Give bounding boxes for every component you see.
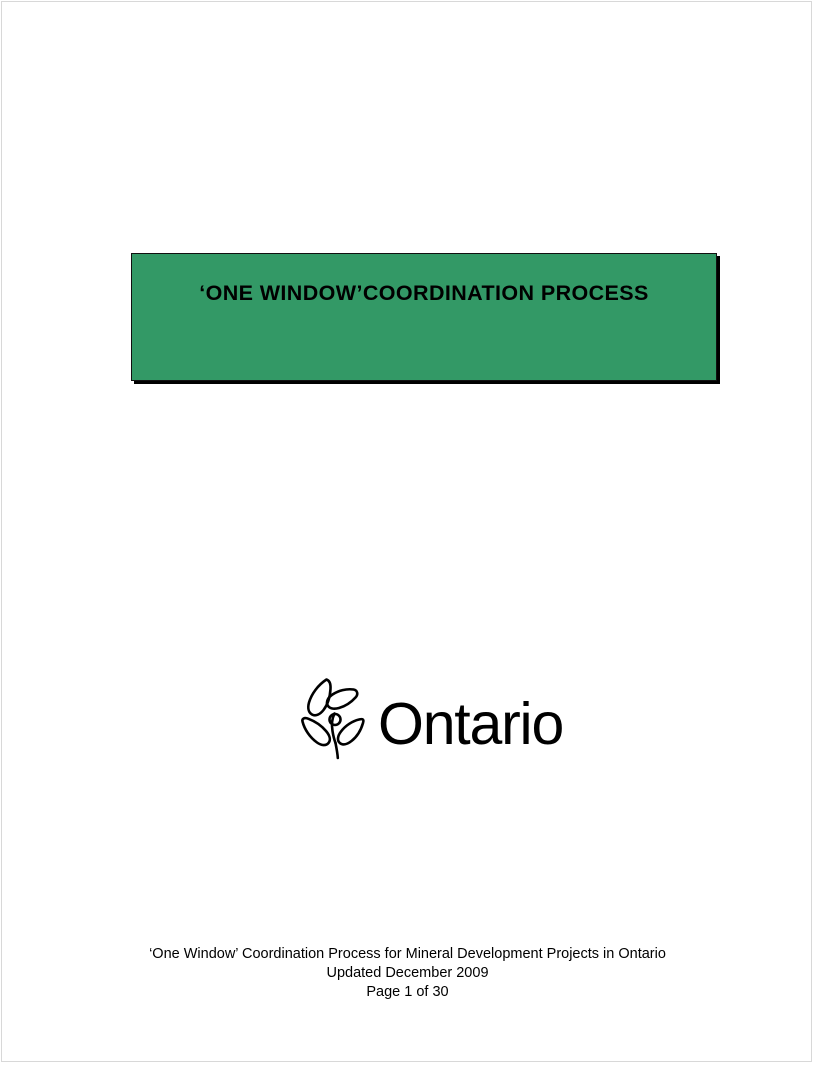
footer-line-document-title: ‘One Window’ Coordination Process for Mineral Development Projects in Ontario [149, 946, 666, 962]
title-banner [131, 253, 717, 381]
ontario-logo [296, 672, 564, 764]
footer-line-page-number: Page 1 of 30 [366, 984, 449, 1000]
footer-line-updated-date: Updated December 2009 [326, 965, 489, 981]
trillium-icon [296, 675, 374, 761]
page-footer [0, 945, 815, 1002]
page-title: ‘ONE WINDOW’COORDINATION PROCESS [199, 281, 649, 305]
ontario-wordmark: Ontario [378, 690, 564, 757]
page-border [1, 1, 812, 1062]
